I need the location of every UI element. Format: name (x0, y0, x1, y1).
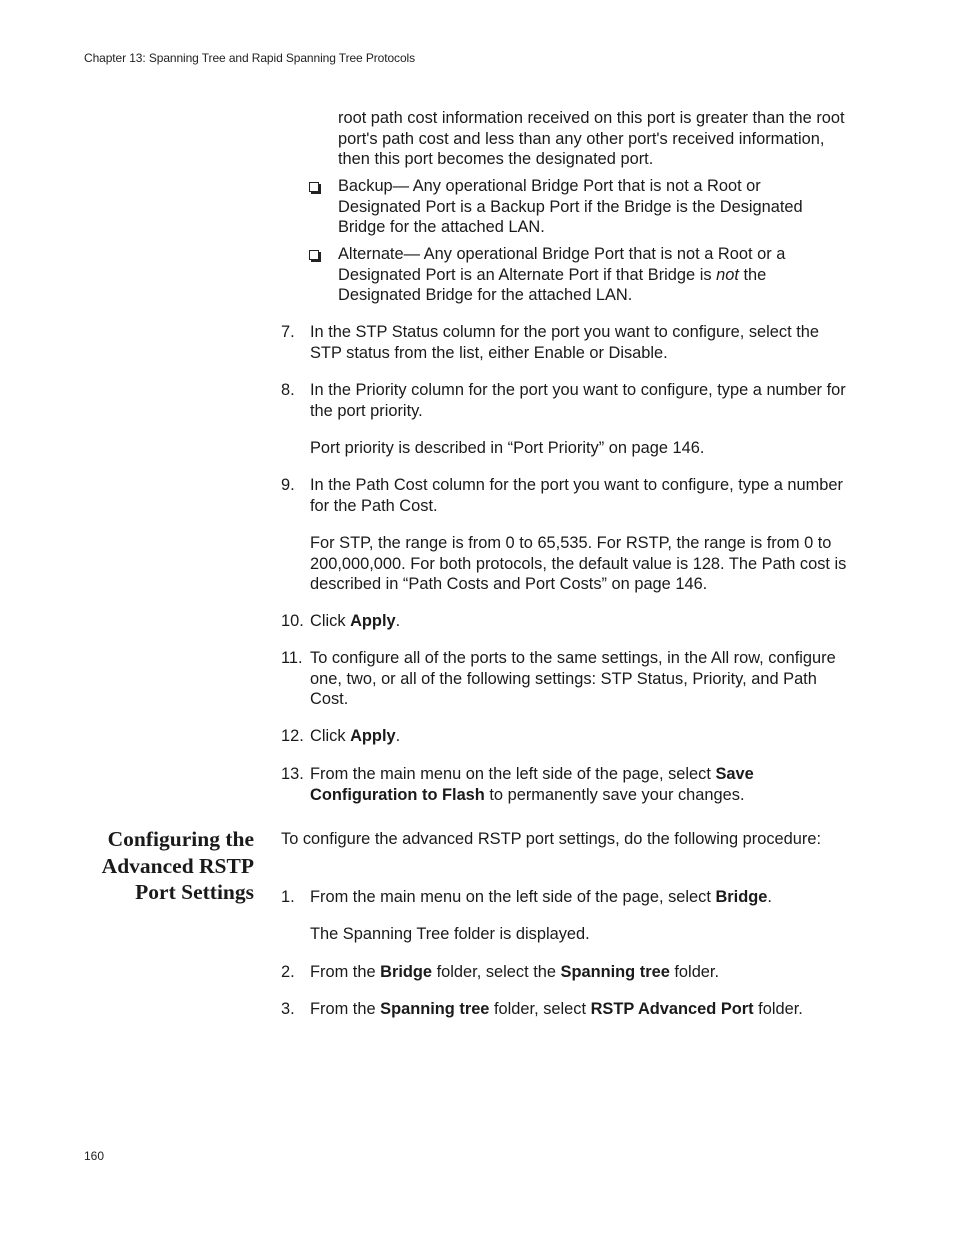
bridge-label: Bridge (715, 888, 768, 906)
section-step-1-note: The Spanning Tree folder is displayed. (310, 925, 590, 943)
step-text: In the Priority column for the port you want to configure, type a number for the port priority. (310, 381, 846, 420)
bullet-text: Alternate— Any operational Bridge Port that is not a Root or a Designated Port is an Alternate Port if that Bridge is not the Designated Bridge for the attached LAN. (338, 245, 786, 304)
bullet-text: Backup— Any operational Bridge Port that is not a Root or Designated Port is a Backup Port if the Bridge is the Designated Bridge for the attached LAN. (338, 177, 803, 236)
continued-paragraph: root path cost information received on this port is greater than the root port's path cost and less than any other port's received information, then this port becomes the designated port. (338, 109, 845, 168)
apply-label: Apply (350, 727, 396, 745)
section-intro: To configure the advanced RSTP port settings, do the following procedure: (281, 830, 822, 848)
save-config-label: Save Configuration to Flash (310, 765, 754, 804)
step-text: Click Apply. (310, 612, 401, 630)
step-text: From the main menu on the left side of the page, select Bridge. (310, 888, 772, 906)
step-number: 13. (281, 765, 304, 783)
step-text: Click Apply. (310, 727, 401, 745)
step-number: 1. (281, 888, 295, 906)
page-number: 160 (84, 1149, 105, 1163)
step-number: 9. (281, 476, 295, 494)
step-text: To configure all of the ports to the same settings, in the All row, configure one, two, or all of the following settings: STP Status, Priority, and Path Cost. (310, 649, 836, 708)
step-number: 11. (281, 649, 303, 667)
step-number: 2. (281, 963, 295, 981)
step-text: In the STP Status column for the port you want to configure, select the STP status from the list, either Enable or Disable. (310, 323, 819, 362)
section-heading: Configuring the Advanced RSTP Port Settings (101, 827, 254, 904)
step-9-note: For STP, the range is from 0 to 65,535. For RSTP, the range is from 0 to 200,000,000. For both protocols, the default value is 128. The Path cost is described in “Path Costs and Port Costs” on page 146. (310, 534, 847, 593)
step-text: From the Spanning tree folder, select RSTP Advanced Port folder. (310, 1000, 803, 1018)
step-number: 3. (281, 1000, 295, 1018)
checkbox-bullet-icon (309, 182, 319, 192)
checkbox-bullet-icon (309, 250, 319, 260)
step-number: 12. (281, 727, 304, 745)
step-text: From the main menu on the left side of the page, select Save Configuration to Flash to permanently save your changes. (310, 765, 754, 804)
step-8-note: Port priority is described in “Port Priority” on page 146. (310, 439, 705, 457)
step-number: 8. (281, 381, 295, 399)
emphasis-not: not (716, 265, 739, 284)
apply-label: Apply (350, 612, 396, 630)
step-number: 7. (281, 323, 295, 341)
running-header: Chapter 13: Spanning Tree and Rapid Spanning Tree Protocols (84, 51, 415, 65)
step-number: 10. (281, 612, 304, 630)
step-text: From the Bridge folder, select the Spanning tree folder. (310, 963, 720, 981)
step-text: In the Path Cost column for the port you want to configure, type a number for the Path Cost. (310, 476, 843, 515)
